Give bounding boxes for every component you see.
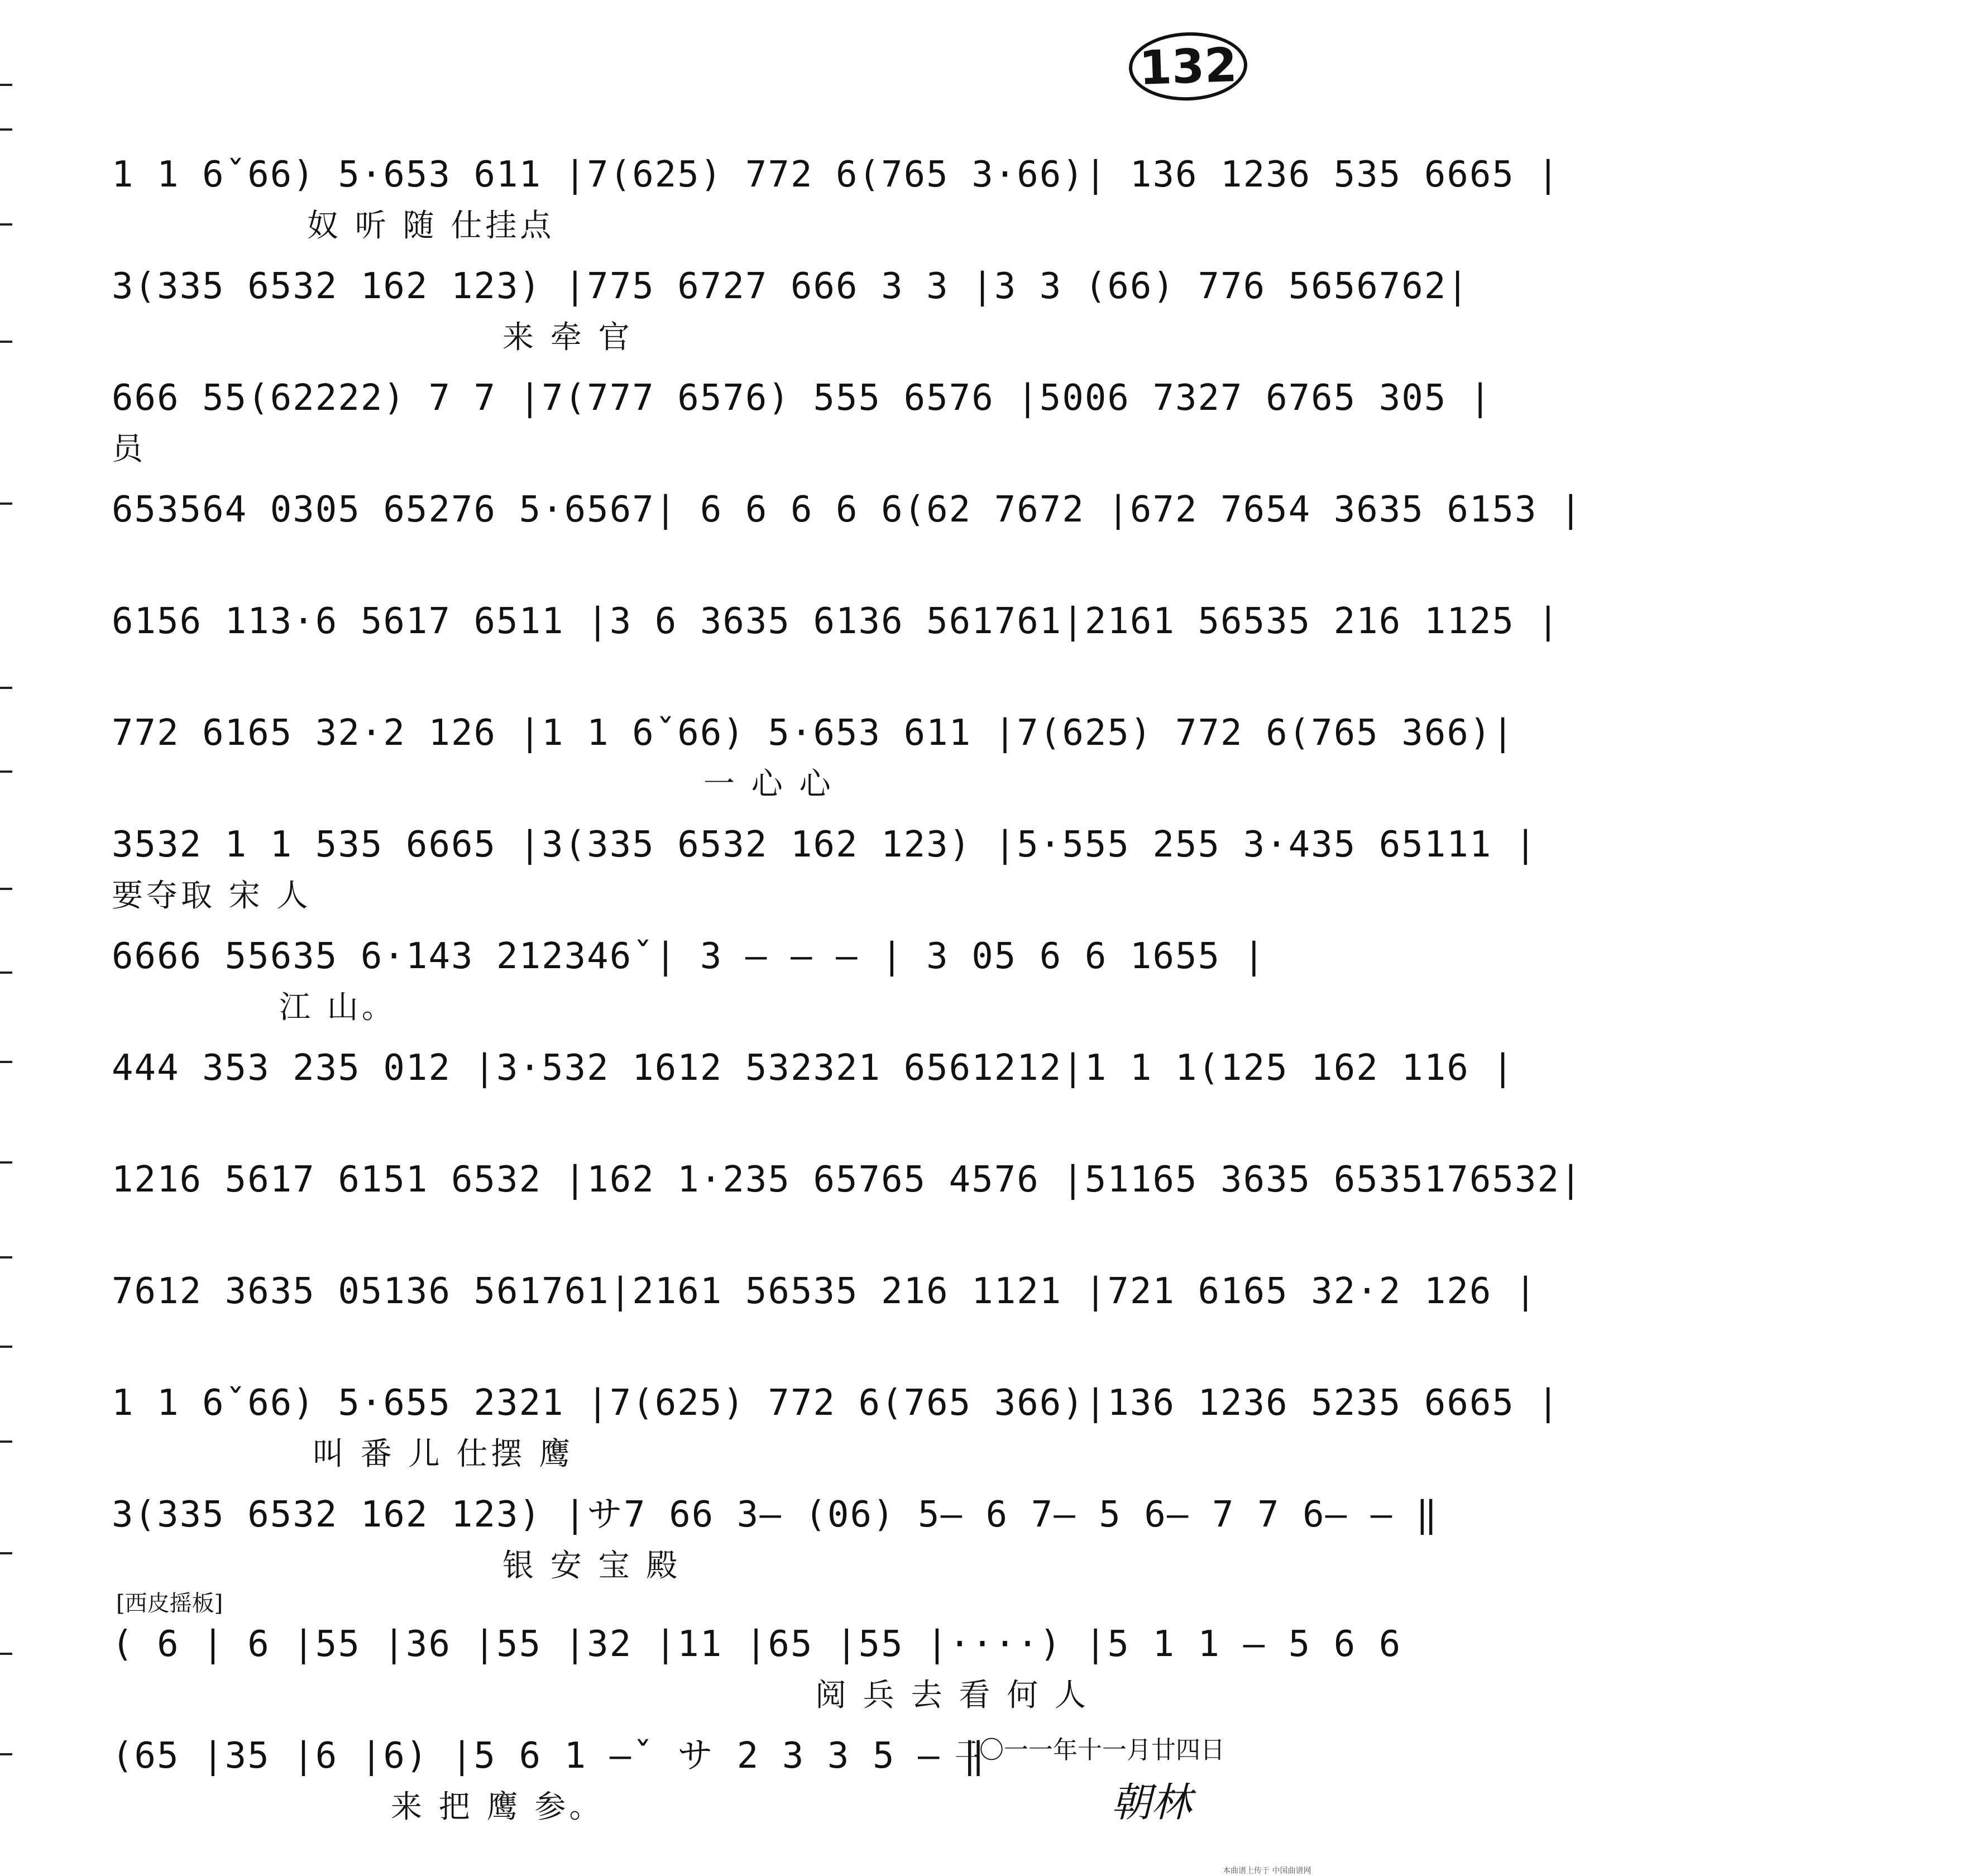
score-line-4	[112, 485, 1583, 552]
binding-tick	[0, 770, 12, 773]
binding-tick	[0, 1552, 12, 1554]
lyrics	[112, 1206, 1279, 1245]
binding-tick	[0, 1753, 12, 1755]
lyrics: 一 心 心	[703, 766, 834, 802]
binding-tick	[0, 128, 12, 131]
binding-tick	[0, 1346, 12, 1348]
score-line-1	[112, 150, 1560, 244]
score-line-6	[112, 708, 1515, 802]
binding-tick	[0, 687, 12, 689]
lyrics	[112, 536, 1279, 575]
notation: 1 1 6ˇ66) 5·655 2321 |7(625) 772 6(765 366)|136 1236 5235 6665 |	[112, 1382, 1560, 1424]
notation: 444 353 235 012 |3·532 1612 532321 6561212|1 1 1(125 162 116 |	[112, 1047, 1515, 1089]
lyrics	[112, 1094, 1279, 1133]
notation: 6156 113·6 5617 6511 |3 6 3635 6136 561761|2161 56535 216 1125 |	[112, 601, 1560, 642]
binding-tick	[0, 1440, 12, 1443]
lyrics: 来 牵 官	[502, 319, 633, 356]
score-line-14	[112, 1619, 1402, 1714]
score-line-8	[112, 931, 1279, 1026]
score-line-12	[112, 1378, 1560, 1472]
footer-watermark: 本曲谱上传于 中国曲谱网	[1223, 1867, 1311, 1875]
lyrics: 阅 兵 去 看 何 人	[815, 1677, 1090, 1714]
lyrics: 奴 听 随 仕挂点	[307, 208, 555, 244]
signature: 朝林	[1111, 1779, 1192, 1826]
lyrics: 银 安 宝 殿	[502, 1548, 681, 1584]
score-line-5	[112, 596, 1560, 663]
notation: 772 6165 32·2 126 |1 1 6ˇ66) 5·653 611 |7(625) 772 6(765 366)|	[112, 712, 1515, 754]
lyrics: 江 山。	[279, 989, 396, 1026]
lyrics: 来 把 鹰 参。	[391, 1789, 604, 1825]
lyrics: 员	[112, 431, 146, 467]
section-label: [西皮摇板]	[116, 1591, 223, 1616]
date-note: 二〇一一年十一月廿四日	[955, 1736, 1225, 1764]
lyrics	[112, 1318, 1279, 1357]
notation: ( 6 | 6 |55 |36 |55 |32 |11 |65 |55 |····) |5 1 1 — 5 6 6	[112, 1624, 1402, 1665]
binding-ticks	[0, 0, 22, 1876]
notation: 1216 5617 6151 6532 |162 1·235 65765 4576 |51165 3635 6535176532|	[112, 1159, 1583, 1200]
lyrics: 叫 番 儿 仕摆 鹰	[313, 1436, 574, 1472]
binding-tick	[0, 223, 12, 226]
binding-tick	[0, 1256, 12, 1258]
binding-tick	[0, 1061, 12, 1063]
lyrics	[112, 648, 1279, 687]
score-line-10	[112, 1155, 1583, 1222]
binding-tick	[0, 502, 12, 505]
notation: 6666 55635 6·143 212346ˇ| 3 — — — | 3 05 6 6 1655 |	[112, 936, 1266, 977]
notation: 3(335 6532 162 123) |サ7 66 3— (06) 5— 6 7— 5 6— 7 7 6— — ‖	[112, 1494, 1439, 1535]
notation: 653564 0305 65276 5·6567| 6 6 6 6 6(62 7672 |672 7654 3635 6153 |	[112, 489, 1583, 530]
score-line-2	[112, 261, 1469, 356]
score-line-13	[112, 1490, 1439, 1584]
binding-tick	[0, 888, 12, 890]
notation: (65 |35 |6 |6) |5 6 1 —ˇ サ 2 3 3 5 — ‖	[112, 1735, 986, 1777]
score-line-7	[112, 820, 1538, 914]
page-number: 132	[1128, 30, 1248, 102]
score-line-11	[112, 1266, 1538, 1333]
notation: 3532 1 1 535 6665 |3(335 6532 162 123) |5·555 255 3·435 65111 |	[112, 824, 1538, 865]
notation: 3(335 6532 162 123) |775 6727 666 3 3 |3 3 (66) 776 5656762|	[112, 266, 1469, 307]
binding-tick	[0, 1161, 12, 1164]
score-line-3	[112, 373, 1492, 467]
notation: 7612 3635 05136 561761|2161 56535 216 1121 |721 6165 32·2 126 |	[112, 1271, 1538, 1312]
notation: 666 55(62222) 7 7 |7(777 6576) 555 6576 |5006 7327 6765 305 |	[112, 377, 1492, 419]
binding-tick	[0, 1653, 12, 1655]
binding-tick	[0, 972, 12, 974]
lyrics: 要夺取 宋 人	[112, 878, 312, 914]
binding-tick	[0, 84, 12, 86]
binding-tick	[0, 341, 12, 343]
notation: 1 1 6ˇ66) 5·653 611 |7(625) 772 6(765 3·66)| 136 1236 535 6665 |	[112, 154, 1560, 195]
score-line-9	[112, 1043, 1515, 1110]
